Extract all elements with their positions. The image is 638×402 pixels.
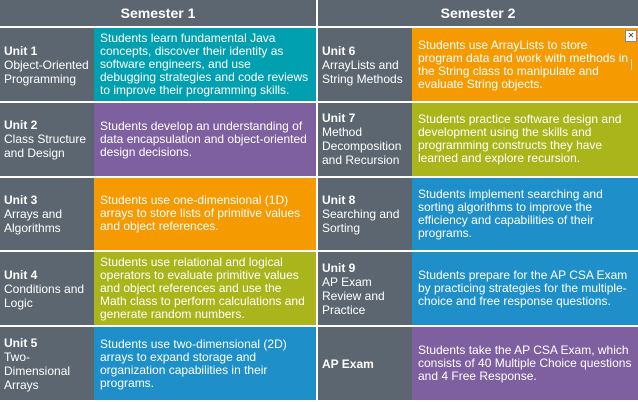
unit-number: Unit 7 [322,111,356,126]
semester-1-header: Semester 1 [0,0,318,28]
unit-title: Object-Oriented Programming [4,57,89,86]
unit-9-description: Students prepare for the AP CSA Exam by practicing strategies for the multiple-choice and free response questions. [412,252,638,327]
ap-exam-label [318,327,412,402]
unit-3-label [0,178,94,253]
unit-4-description: Students use relational and logical operators to evaluate primitive values and object references and use the Math class to perform calculations and generate random numbers. [94,252,318,327]
edit-handle-icon[interactable]: ✕ [625,30,637,42]
unit-title: Searching and Sorting [322,206,400,235]
unit-1-description: Students learn fundamental Java concepts, discover their identity as software engineers, and use debugging strategies and code reviews to improve their programming skills. [94,28,318,103]
text-cursor-icon [631,59,632,70]
unit-1-label [0,28,94,103]
unit-title: Arrays and Algorithms [4,206,63,235]
unit-number: Unit 1 [4,43,38,58]
unit-6-label [318,28,412,103]
unit-4-label [0,252,94,327]
unit-number: Unit 4 [4,267,38,282]
unit-2-description: Students develop an understanding of data encapsulation and object-oriented design decisions. [94,103,318,178]
unit-number: AP Exam [322,356,374,371]
unit-6-description-text: Students use ArrayLists to store program data and work with methods in the String class to manipulate and evaluate String objects. [418,37,629,91]
unit-title: Method Decomposition and Recursion [322,125,402,168]
unit-7-label [318,103,412,178]
unit-3-description: Students use one-dimensional (1D) arrays to store lists of primitive values and object references. [94,178,318,253]
unit-number: Unit 9 [322,260,356,275]
unit-8-description: Students implement searching and sorting algorithms to improve the efficiency and capabilities of their programs. [412,178,638,253]
unit-number: Unit 8 [322,192,356,207]
unit-6-description[interactable] [412,28,638,103]
unit-title: AP Exam Review and Practice [322,274,385,317]
semester-2-header: Semester 2 [318,0,638,28]
unit-9-label [318,252,412,327]
unit-2-label [0,103,94,178]
unit-title: Two-Dimensional Arrays [4,349,71,392]
ap-exam-description: Students take the AP CSA Exam, which consists of 40 Multiple Choice questions and 4 Free Response. [412,327,638,402]
unit-title: ArrayLists and String Methods [322,57,403,86]
unit-title: Conditions and Logic [4,281,85,310]
unit-title: Class Structure and Design [4,132,87,161]
unit-5-description: Students use two-dimensional (2D) arrays to expand storage and organization capabilities in their programs. [94,327,318,402]
unit-number: Unit 3 [4,192,38,207]
unit-number: Unit 5 [4,335,38,350]
unit-8-label [318,178,412,253]
unit-7-description: Students practice software design and development using the skills and programming constructs they have learned and explore recursion. [412,103,638,178]
unit-number: Unit 6 [322,43,356,58]
unit-number: Unit 2 [4,118,38,133]
unit-5-label [0,327,94,402]
